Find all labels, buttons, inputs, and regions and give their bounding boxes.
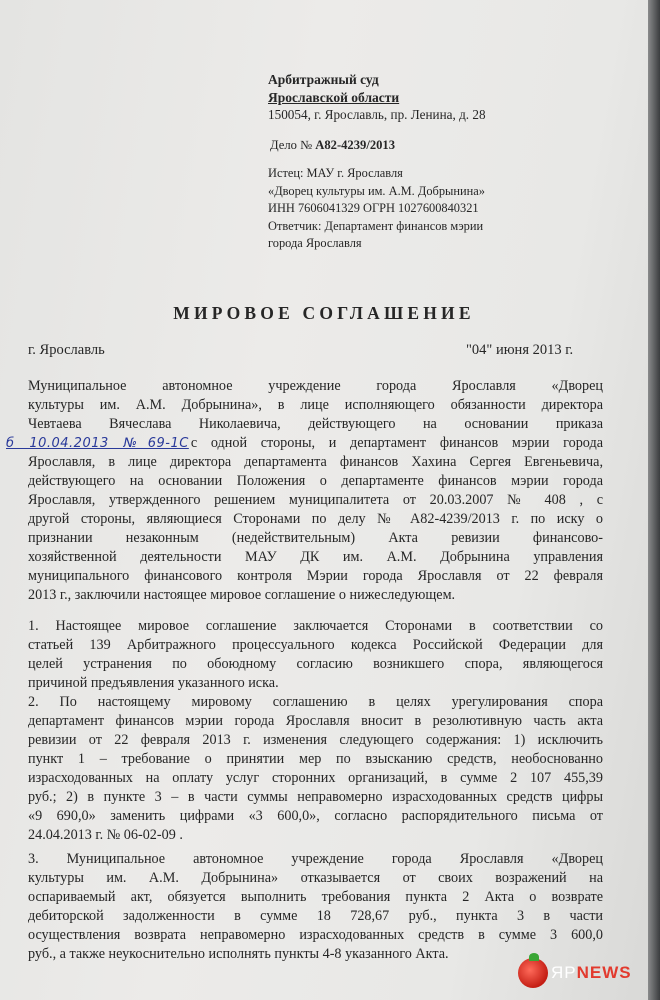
case-number: А82-4239/2013 xyxy=(315,138,396,152)
body-line: руб., а также неукоснительно исполнять пункты 4-8 указанного Акта. xyxy=(28,946,449,962)
document-date: "04" июня 2013 г. xyxy=(466,342,574,358)
body-line: пункт 1 – требование о принятии мер по взысканию средств, необоснованно xyxy=(28,751,603,767)
handwritten-note: б 10.04.2013 №69-1С xyxy=(6,436,189,451)
body-line: 2. По настоящему мировому соглашению в целях урегулирования спора xyxy=(28,694,603,710)
case-label: Дело № xyxy=(270,138,313,152)
party-line: Истец: МАУ г. Ярославля xyxy=(268,166,403,180)
page-edge-shadow xyxy=(648,0,660,1000)
body-line: целей устранения по обоюдному согласию возникшего спора, являющегося xyxy=(28,656,603,672)
body-line: культуры им. А.М. Добрынина» отказывается от своих возражений на xyxy=(28,870,603,886)
party-line: ИНН 7606041329 ОГРН 1027600840321 xyxy=(268,201,479,215)
document-title: МИРОВОЕ СОГЛАШЕНИЕ xyxy=(173,303,475,323)
body-line: причиной предъявления указанного иска. xyxy=(28,675,279,691)
body-line: муниципального финансового контроля Мэрии города Ярославля от 22 февраля xyxy=(28,568,603,584)
party-line: города Ярославля xyxy=(268,236,362,250)
watermark-suffix: NEWS xyxy=(576,963,632,982)
body-line: оспариваемый акт, обязуется выполнить требования пункта 2 Акта о возврате xyxy=(28,889,603,905)
body-line-text: с одной стороны, и департамент финансов мэрии города xyxy=(190,435,603,451)
body-line: 3. Муниципальное автономное учреждение города Ярославля «Дворец xyxy=(28,851,603,867)
body-line: Ярославля, в лице директора департамента финансов Хахина Сергея Евгеньевича, xyxy=(28,454,603,470)
watermark-logo xyxy=(518,958,632,988)
body-line: «9 690,0» заменить цифрами «3 600,0», согласно распорядительного письма от xyxy=(28,808,603,824)
body-line: статьей 139 Арбитражного процессуального кодекса Российской Федерации для xyxy=(28,637,603,653)
body-line: признании незаконным (недействительным) Акта ревизии финансово- xyxy=(28,530,603,546)
party-line: Ответчик: Департамент финансов мэрии xyxy=(268,218,484,233)
body-line: израсходованных на оплату услуг сторонних организаций, в сумме 2 107 455,39 xyxy=(28,770,603,786)
body-line: департамент финансов мэрии города Ярославля вносит в резолютивную часть акта xyxy=(28,713,603,729)
court-name: Арбитражный суд xyxy=(268,72,379,87)
body-line: 2013 г., заключили настоящее мировое соглашение о нижеследующем. xyxy=(28,587,456,603)
parties-block xyxy=(268,165,485,253)
body-line: Ярославля, утвержденного решением муниципалитета от 20.03.2007 № 408 , с xyxy=(28,492,603,508)
pepper-icon xyxy=(518,958,548,988)
body-line: действующего на основании Положения о департаменте финансов мэрии города xyxy=(28,473,603,489)
body-line: Чевтаева Вячеслава Николаевича, действующего на основании приказа xyxy=(28,416,603,432)
body-line: дебиторской задолженности в сумме 18 728,67 руб., пункта 3 в части xyxy=(28,908,603,924)
body-line-with-handwriting xyxy=(6,435,603,454)
body-line: руб.; 2) в пункте 3 – в части суммы неправомерно израсходованных средств цифры xyxy=(28,789,603,805)
watermark-prefix: ЯР xyxy=(551,963,577,982)
body-line: хозяйственной деятельности МАУ ДК им. А.М. Добрынина управления xyxy=(28,549,603,565)
body-line: осуществления возврата неправомерно израсходованных средств в сумме 3 600,0 xyxy=(28,927,603,943)
court-address: 150054, г. Ярославль, пр. Ленина, д. 28 xyxy=(268,107,486,122)
court-region: Ярославской области xyxy=(268,89,400,105)
body-line: культуры им. А.М. Добрынина», в лице исполняющего обязанности директора xyxy=(28,397,603,413)
body-line: 1. Настоящее мировое соглашение заключается Сторонами в соответствии со xyxy=(28,618,603,634)
body-line: Муниципальное автономное учреждение города Ярославля «Дворец xyxy=(28,378,603,394)
party-line: «Дворец культуры им. А.М. Добрынина» xyxy=(268,183,485,198)
court-address-block xyxy=(268,71,486,124)
case-number-line xyxy=(270,138,395,153)
body-line: другой стороны, являющиеся Сторонами по делу № А82-4239/2013 г. по иску о xyxy=(28,511,603,527)
document-city: г. Ярославль xyxy=(28,342,105,358)
body-line: 24.04.2013 г. № 06-02-09 . xyxy=(28,827,183,843)
body-line: ревизии от 22 февраля 2013 г. изменения следующего содержания: 1) исключить xyxy=(28,732,603,748)
